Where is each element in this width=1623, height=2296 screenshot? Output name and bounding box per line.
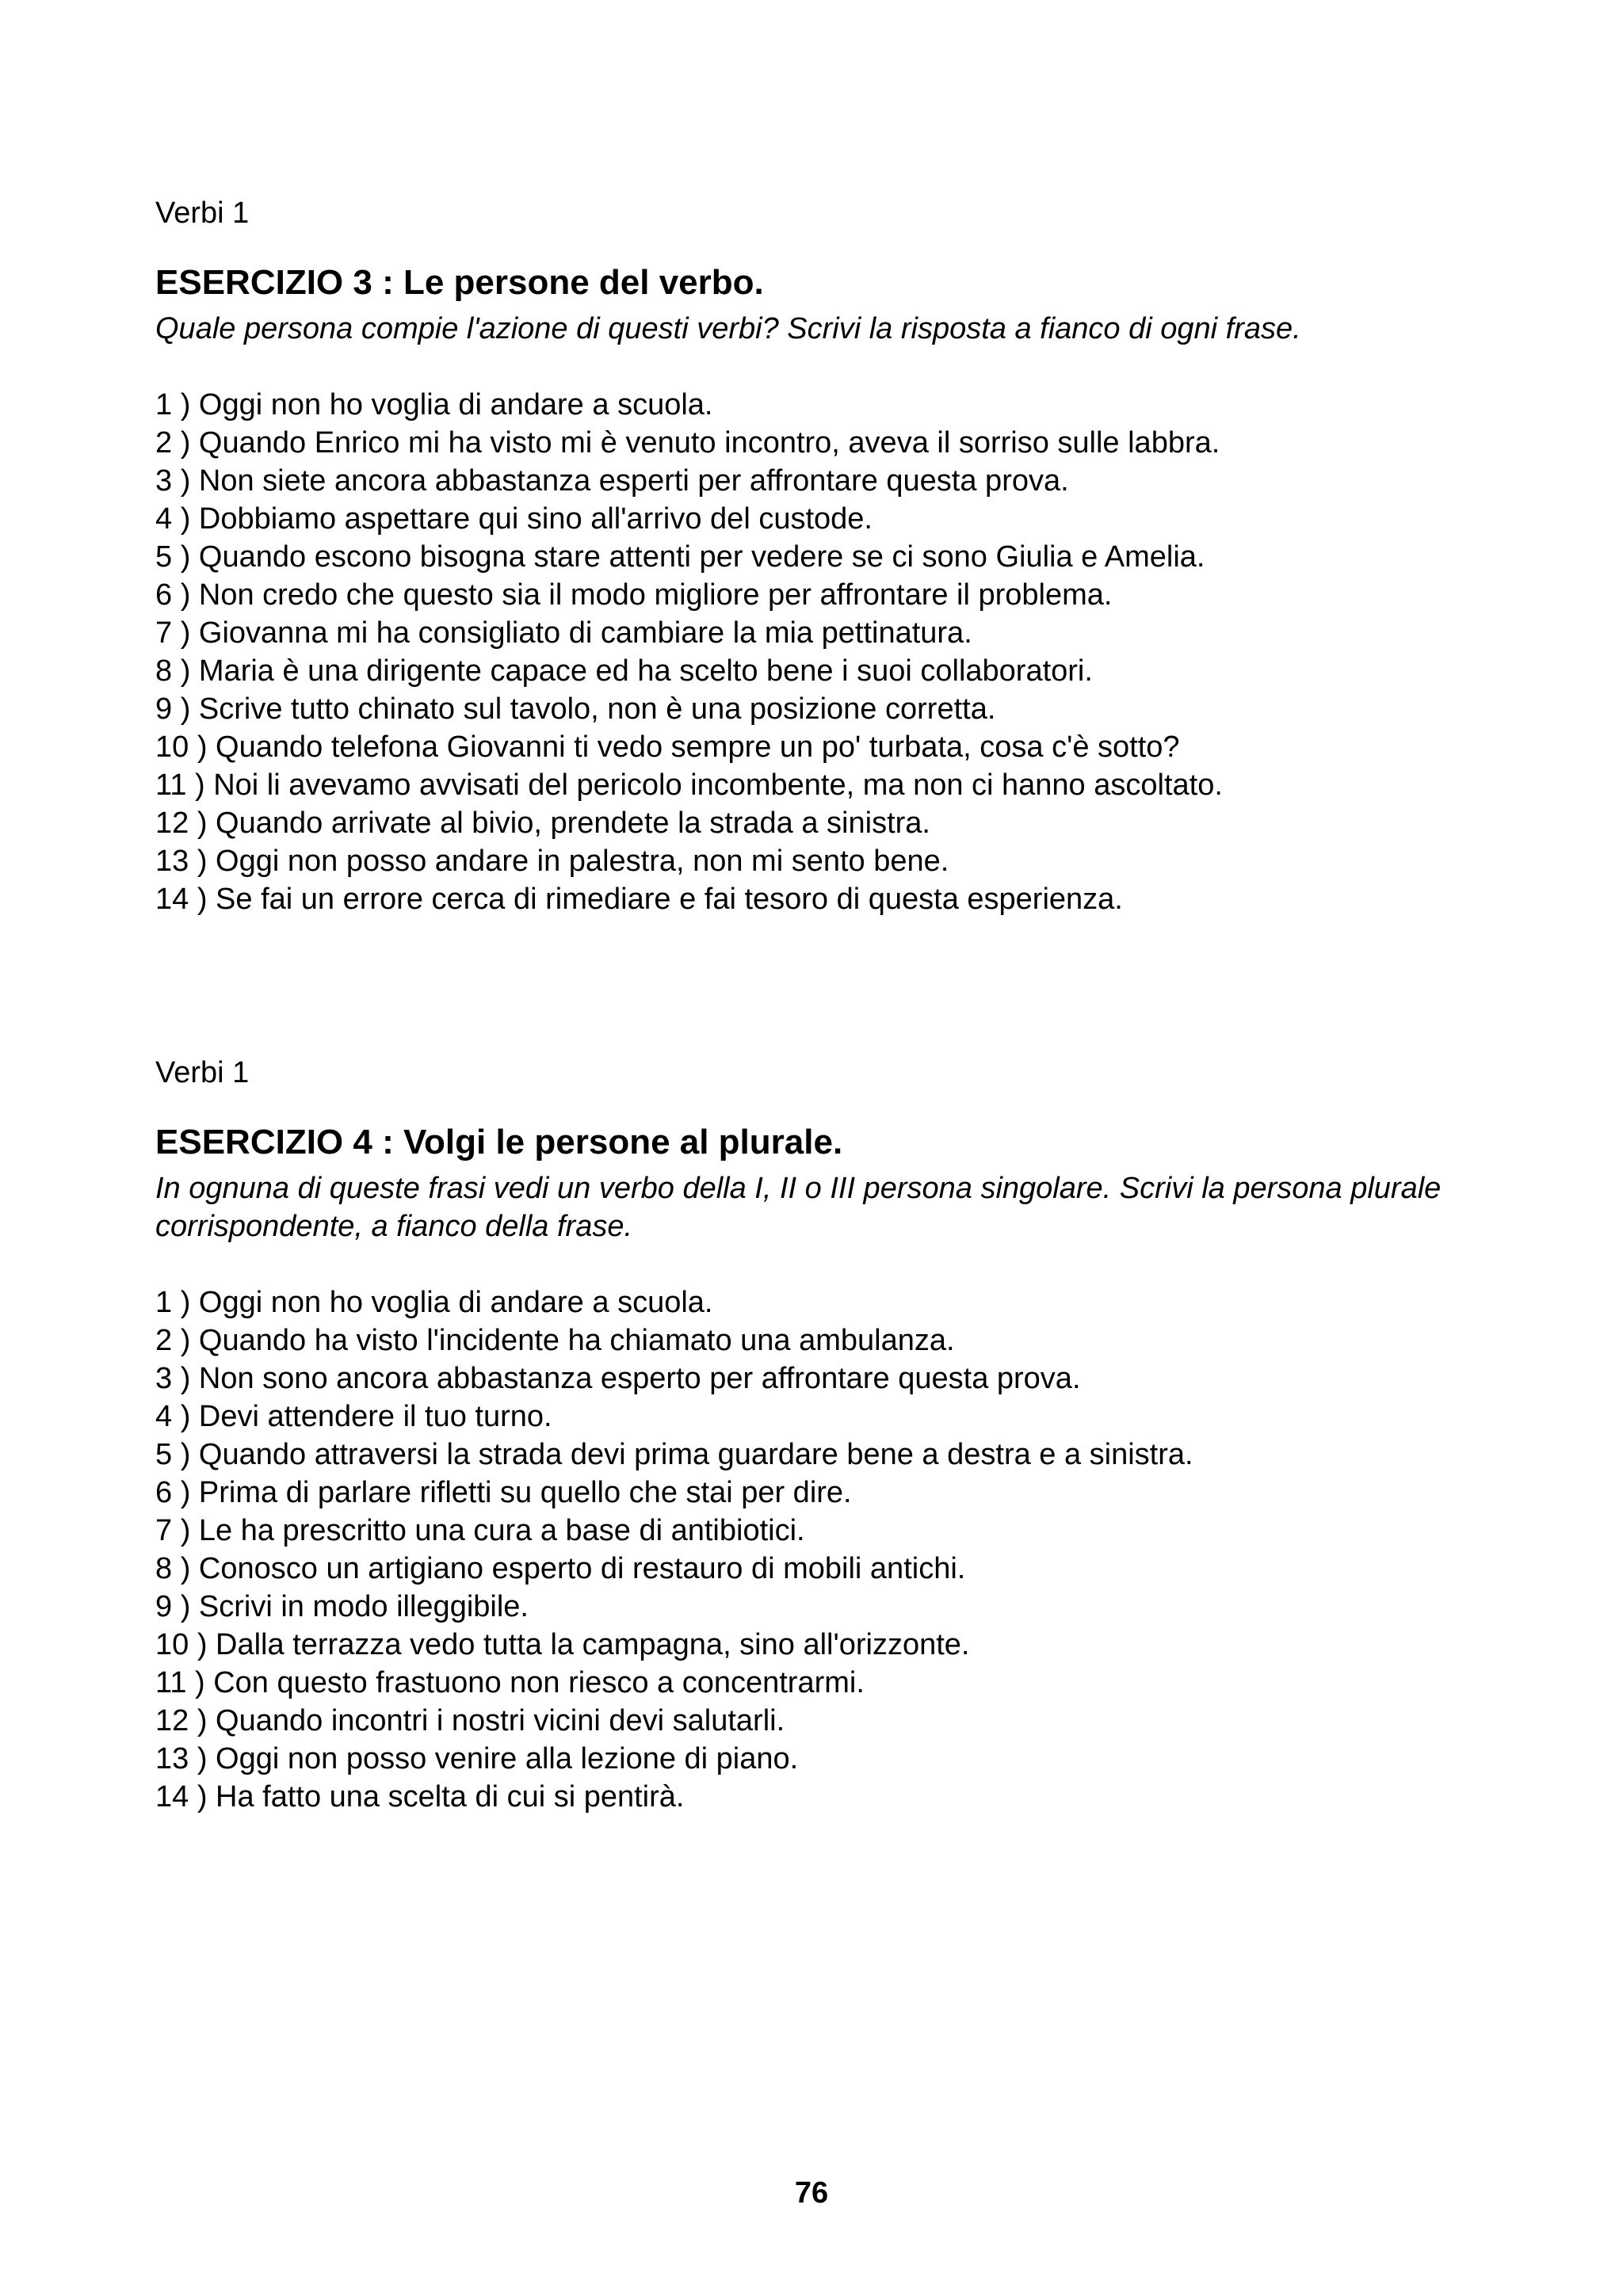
exercise-item: 1 ) Oggi non ho voglia di andare a scuola. <box>155 388 713 421</box>
exercise-title: ESERCIZIO 3 : Le persone del verbo. <box>155 263 764 302</box>
exercise-item: 14 ) Ha fatto una scelta di cui si pentirà. <box>155 1780 685 1814</box>
exercise-item: 5 ) Quando escono bisogna stare attenti per vedere se ci sono Giulia e Amelia. <box>155 540 1205 574</box>
exercise-item: 12 ) Quando incontri i nostri vicini devi salutarli. <box>155 1704 785 1737</box>
exercise-item: 10 ) Quando telefona Giovanni ti vedo sempre un po' turbata, cosa c'è sotto? <box>155 730 1180 764</box>
exercise-item: 3 ) Non sono ancora abbastanza esperto per affrontare questa prova. <box>155 1362 1081 1395</box>
exercise-item: 4 ) Dobbiamo aspettare qui sino all'arrivo del custode. <box>155 502 873 536</box>
exercise-title: ESERCIZIO 4 : Volgi le persone al plurale. <box>155 1123 843 1161</box>
chapter-label: Verbi 1 <box>155 196 250 230</box>
exercise-item: 11 ) Con questo frastuono non riesco a concentrarmi. <box>155 1666 865 1699</box>
exercise-item-list <box>155 386 1487 918</box>
exercise-item: 11 ) Noi li avevamo avvisati del pericolo incombente, ma non ci hanno ascoltato. <box>155 769 1223 802</box>
page-number: 76 <box>794 2176 829 2210</box>
exercise-item: 13 ) Oggi non posso andare in palestra, non mi sento bene. <box>155 845 949 878</box>
chapter-label: Verbi 1 <box>155 1056 250 1089</box>
exercise-item-list <box>155 1283 1487 1816</box>
exercise-item: 8 ) Maria è una dirigente capace ed ha scelto bene i suoi collaboratori. <box>155 654 1093 688</box>
exercise-item: 14 ) Se fai un errore cerca di rimediare e fai tesoro di questa esperienza. <box>155 883 1123 916</box>
exercise-item: 5 ) Quando attraversi la strada devi prima guardare bene a destra e a sinistra. <box>155 1438 1193 1471</box>
exercise-instructions: In ognuna di queste frasi vedi un verbo della I, II o III persona singolare. Scrivi la persona plurale corrispondente, a fianco della frase. <box>155 1172 1442 1243</box>
exercise-item: 9 ) Scrive tutto chinato sul tavolo, non è una posizione corretta. <box>155 692 996 726</box>
exercise-item: 9 ) Scrivi in modo illeggibile. <box>155 1590 529 1623</box>
exercise-item: 12 ) Quando arrivate al bivio, prendete la strada a sinistra. <box>155 807 930 840</box>
exercise-4-section <box>155 1054 1487 1816</box>
exercise-item: 3 ) Non siete ancora abbastanza esperti per affrontare questa prova. <box>155 464 1069 498</box>
exercise-item: 7 ) Giovanna mi ha consigliato di cambiare la mia pettinatura. <box>155 616 972 650</box>
exercise-item: 6 ) Prima di parlare rifletti su quello che stai per dire. <box>155 1476 852 1509</box>
exercise-item: 4 ) Devi attendere il tuo turno. <box>155 1400 552 1433</box>
exercise-item: 13 ) Oggi non posso venire alla lezione di piano. <box>155 1742 799 1775</box>
exercise-item: 7 ) Le ha prescritto una cura a base di antibiotici. <box>155 1514 805 1547</box>
exercise-3-section <box>155 194 1487 918</box>
exercise-instructions: Quale persona compie l'azione di questi verbi? Scrivi la risposta a fianco di ogni frase. <box>155 312 1301 345</box>
exercise-item: 8 ) Conosco un artigiano esperto di restauro di mobili antichi. <box>155 1552 966 1585</box>
exercise-item: 2 ) Quando ha visto l'incidente ha chiamato una ambulanza. <box>155 1324 955 1357</box>
exercise-item: 10 ) Dalla terrazza vedo tutta la campagna, sino all'orizzonte. <box>155 1628 970 1661</box>
exercise-item: 6 ) Non credo che questo sia il modo migliore per affrontare il problema. <box>155 578 1113 612</box>
exercise-item: 2 ) Quando Enrico mi ha visto mi è venuto incontro, aveva il sorriso sulle labbra. <box>155 426 1220 460</box>
exercise-item: 1 ) Oggi non ho voglia di andare a scuola. <box>155 1286 713 1319</box>
